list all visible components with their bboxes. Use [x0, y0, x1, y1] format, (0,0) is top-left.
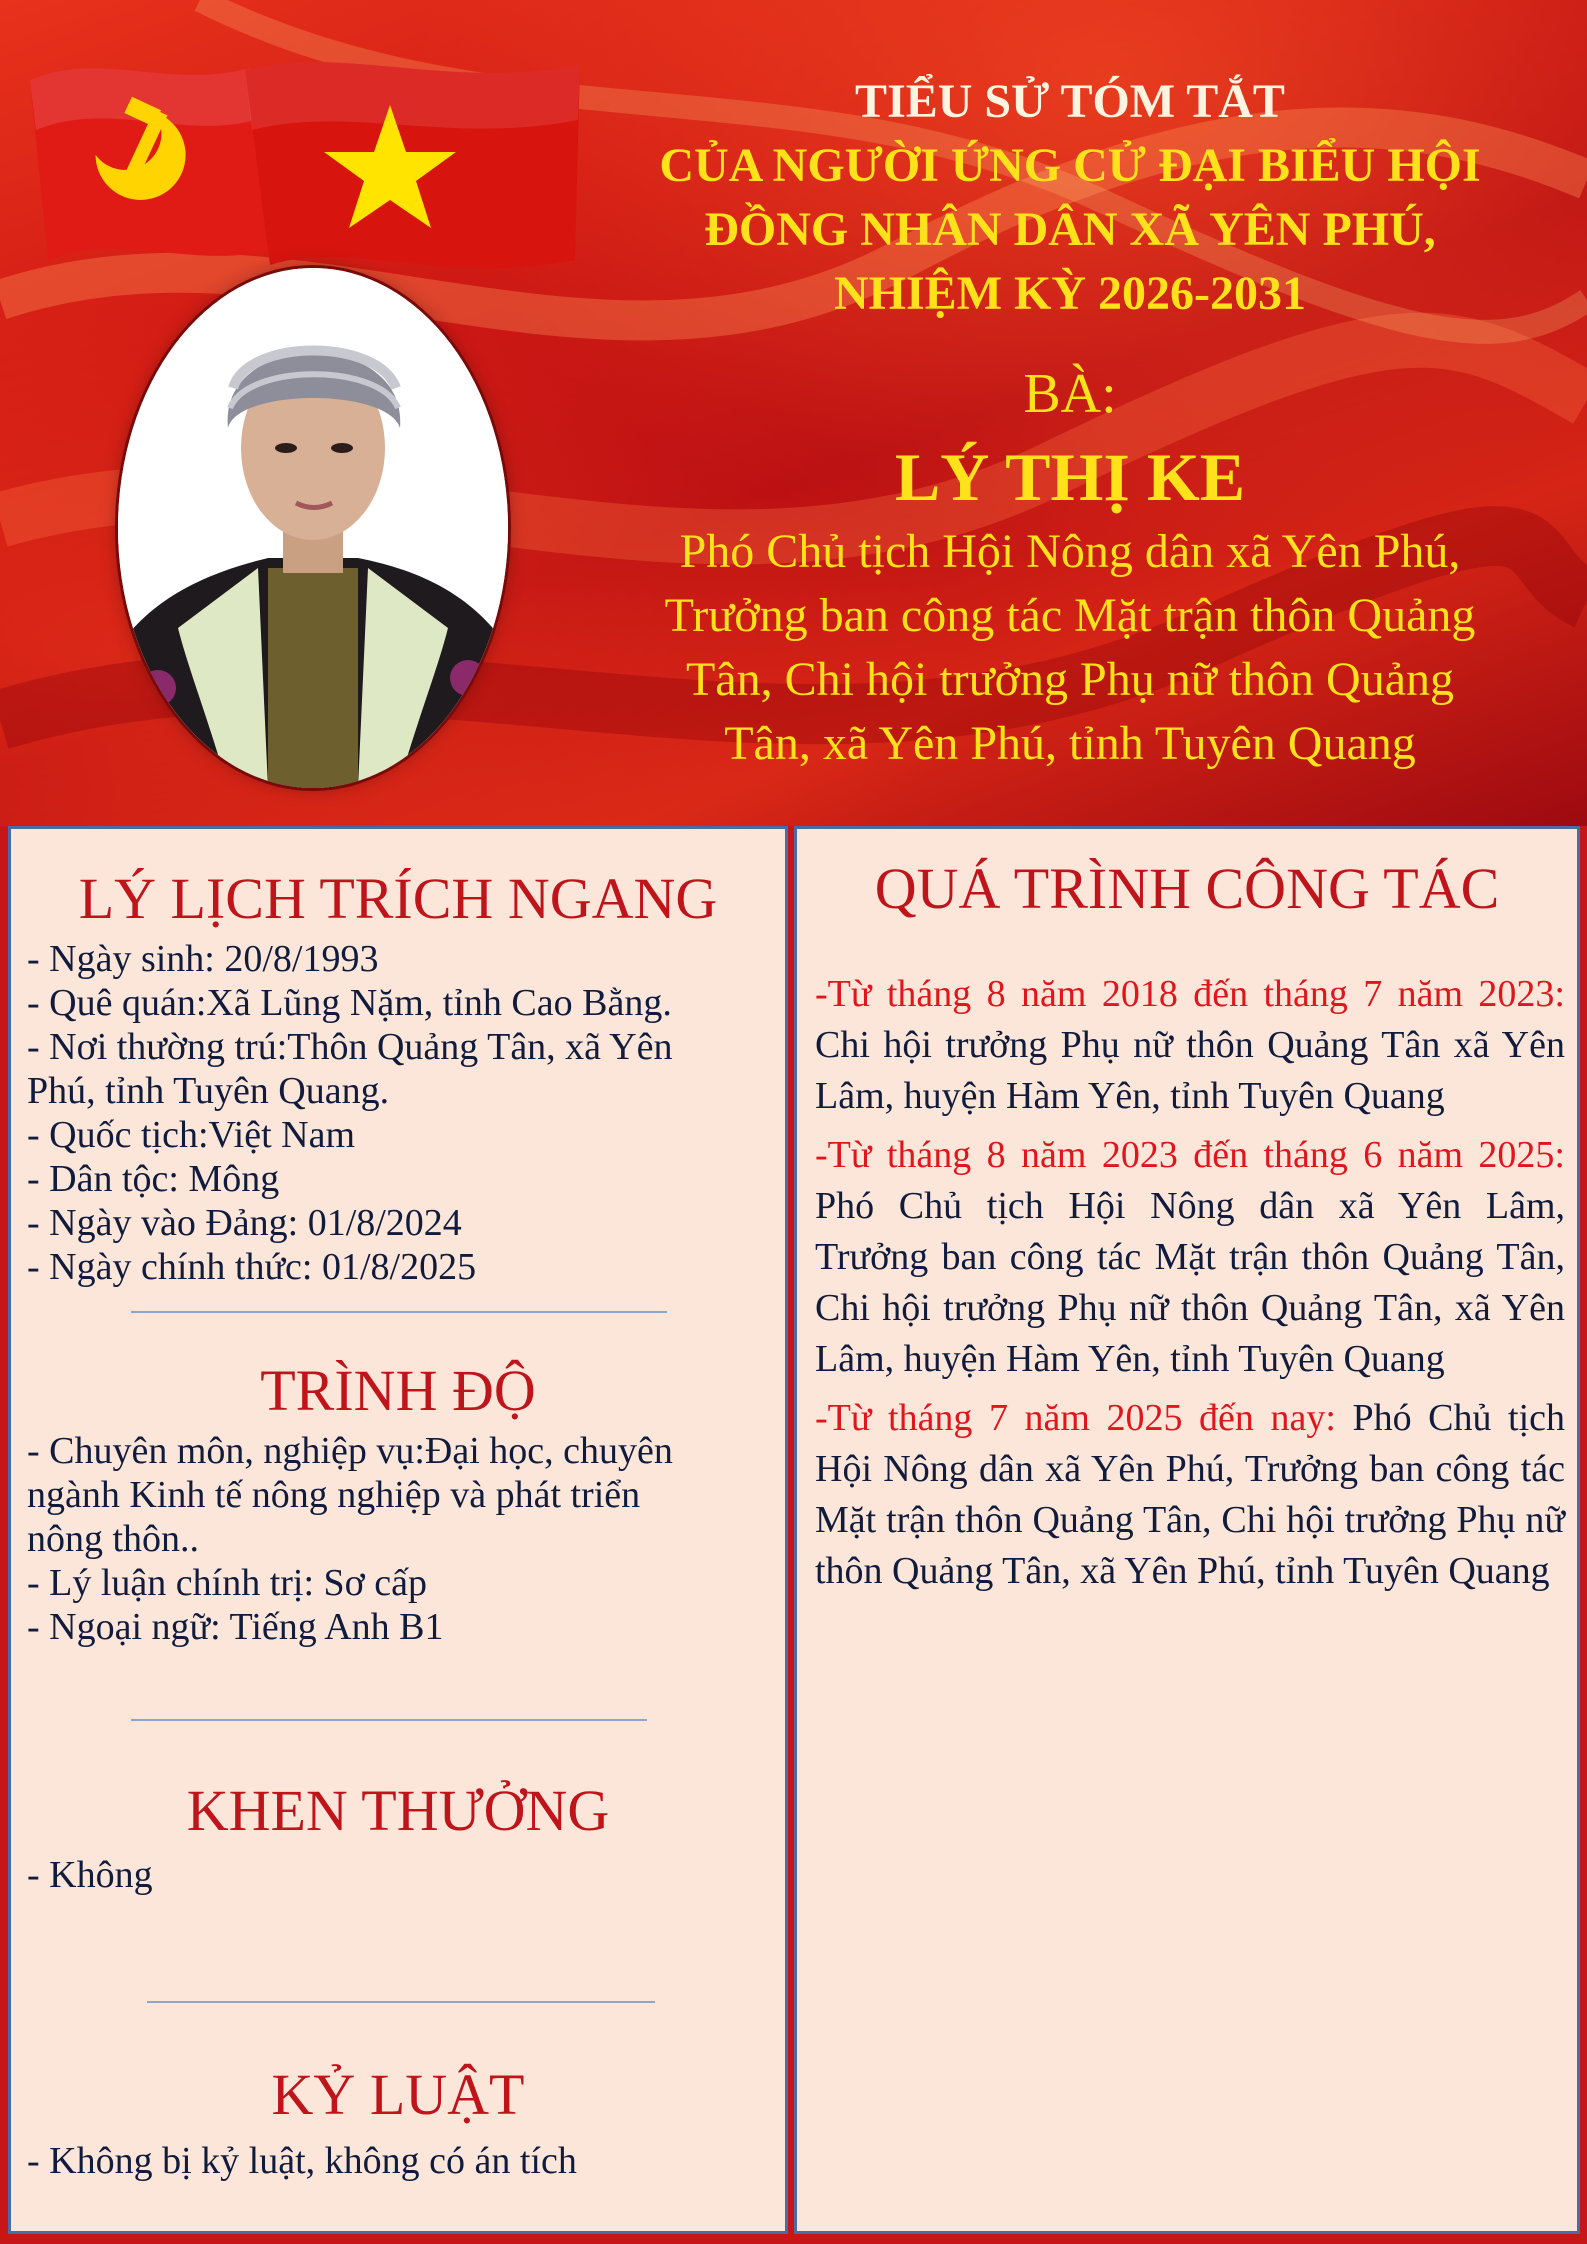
work-entry	[815, 1393, 1565, 1597]
section-divider	[131, 1719, 647, 1721]
discipline-line: - Không bị kỷ luật, không có án tích	[27, 2140, 577, 2182]
bio-line: - Quê quán:Xã Lũng Nặm, tỉnh Cao Bằng.	[27, 982, 672, 1024]
work-history-list	[815, 969, 1565, 1605]
title-line-4: NHIỆM KỲ 2026-2031	[834, 267, 1306, 320]
awards-details	[27, 1853, 767, 1897]
right-panel	[794, 826, 1580, 2234]
bio-line: Phú, tỉnh Tuyên Quang.	[27, 1070, 390, 1112]
education-line: - Lý luận chính trị: Sơ cấp	[27, 1562, 428, 1604]
work-history-title: QUÁ TRÌNH CÔNG TÁC	[874, 856, 1500, 921]
portrait-photo	[118, 268, 508, 788]
honorific: BÀ:	[1023, 363, 1117, 425]
education-line: nông thôn..	[27, 1518, 200, 1560]
bio-line: - Ngày vào Đảng: 01/8/2024	[27, 1202, 462, 1244]
position-line: Tân, xã Yên Phú, tỉnh Tuyên Quang	[724, 717, 1416, 770]
work-period: -Từ tháng 8 năm 2023 đến tháng 6 năm 2025:	[815, 1134, 1565, 1176]
left-panel	[8, 826, 788, 2234]
work-period: -Từ tháng 8 năm 2018 đến tháng 7 năm 2023:	[815, 973, 1565, 1015]
position-line: Phó Chủ tịch Hội Nông dân xã Yên Phú,	[679, 525, 1461, 578]
national-flag-icon	[245, 62, 580, 268]
education-line: ngành Kinh tế nông nghiệp và phát triển	[27, 1474, 641, 1516]
bio-line: - Ngày chính thức: 01/8/2025	[27, 1246, 477, 1288]
work-entry	[815, 969, 1565, 1122]
education-details	[27, 1429, 767, 1649]
candidate-name: LÝ THỊ KE	[894, 439, 1246, 515]
work-description: Phó Chủ tịch Hội Nông dân xã Yên Phú, Trưởng ban công tác Mặt trận thôn Quảng Tân, Chi hội trưởng Phụ nữ thôn Quảng Tân, xã Yên Phú, tỉnh Tuyên Quang	[815, 1397, 1565, 1592]
title-line-1: TIỂU SỬ TÓM TẮT	[855, 75, 1285, 128]
awards-section-title: KHEN THƯỞNG	[186, 1778, 610, 1843]
work-period: -Từ tháng 7 năm 2025 đến nay:	[815, 1397, 1336, 1439]
document-title	[590, 70, 1550, 326]
title-line-3: ĐỒNG NHÂN DÂN XÃ YÊN PHÚ,	[704, 203, 1436, 256]
section-divider	[131, 1311, 667, 1313]
work-entry	[815, 1130, 1565, 1385]
education-line: - Ngoại ngữ: Tiếng Anh B1	[27, 1606, 444, 1648]
position-line: Trưởng ban công tác Mặt trận thôn Quảng	[664, 589, 1476, 642]
position-line: Tân, Chi hội trưởng Phụ nữ thôn Quảng	[685, 653, 1455, 706]
bio-line: - Dân tộc: Mông	[27, 1158, 280, 1200]
candidate-position	[600, 520, 1540, 776]
title-line-2: CỦA NGƯỜI ỨNG CỬ ĐẠI BIỂU HỘI	[659, 139, 1481, 192]
bio-line: - Quốc tịch:Việt Nam	[27, 1114, 356, 1156]
education-line: - Chuyên môn, nghiệp vụ:Đại học, chuyên	[27, 1430, 673, 1472]
work-description: Phó Chủ tịch Hội Nông dân xã Yên Lâm, Trưởng ban công tác Mặt trận thôn Quảng Tân, Chi hội trưởng Phụ nữ thôn Quảng Tân, xã Yên Lâm, huyện Hàm Yên, tỉnh Tuyên Quang	[815, 1185, 1565, 1380]
section-divider	[147, 2001, 655, 2003]
discipline-section-title: KỶ LUẬT	[271, 2062, 525, 2127]
bio-line: - Ngày sinh: 20/8/1993	[27, 938, 379, 980]
bio-line: - Nơi thường trú:Thôn Quảng Tân, xã Yên	[27, 1026, 673, 1068]
education-section-title: TRÌNH ĐỘ	[260, 1358, 536, 1423]
discipline-details	[27, 2139, 767, 2183]
party-flag-icon	[30, 68, 270, 260]
flags	[20, 50, 590, 285]
header-banner	[0, 0, 1587, 826]
bio-details	[27, 937, 767, 1289]
bio-section-title: LÝ LỊCH TRÍCH NGANG	[78, 866, 718, 931]
awards-line: - Không	[27, 1854, 153, 1896]
work-description: Chi hội trưởng Phụ nữ thôn Quảng Tân xã Yên Lâm, huyện Hàm Yên, tỉnh Tuyên Quang	[815, 1024, 1565, 1117]
